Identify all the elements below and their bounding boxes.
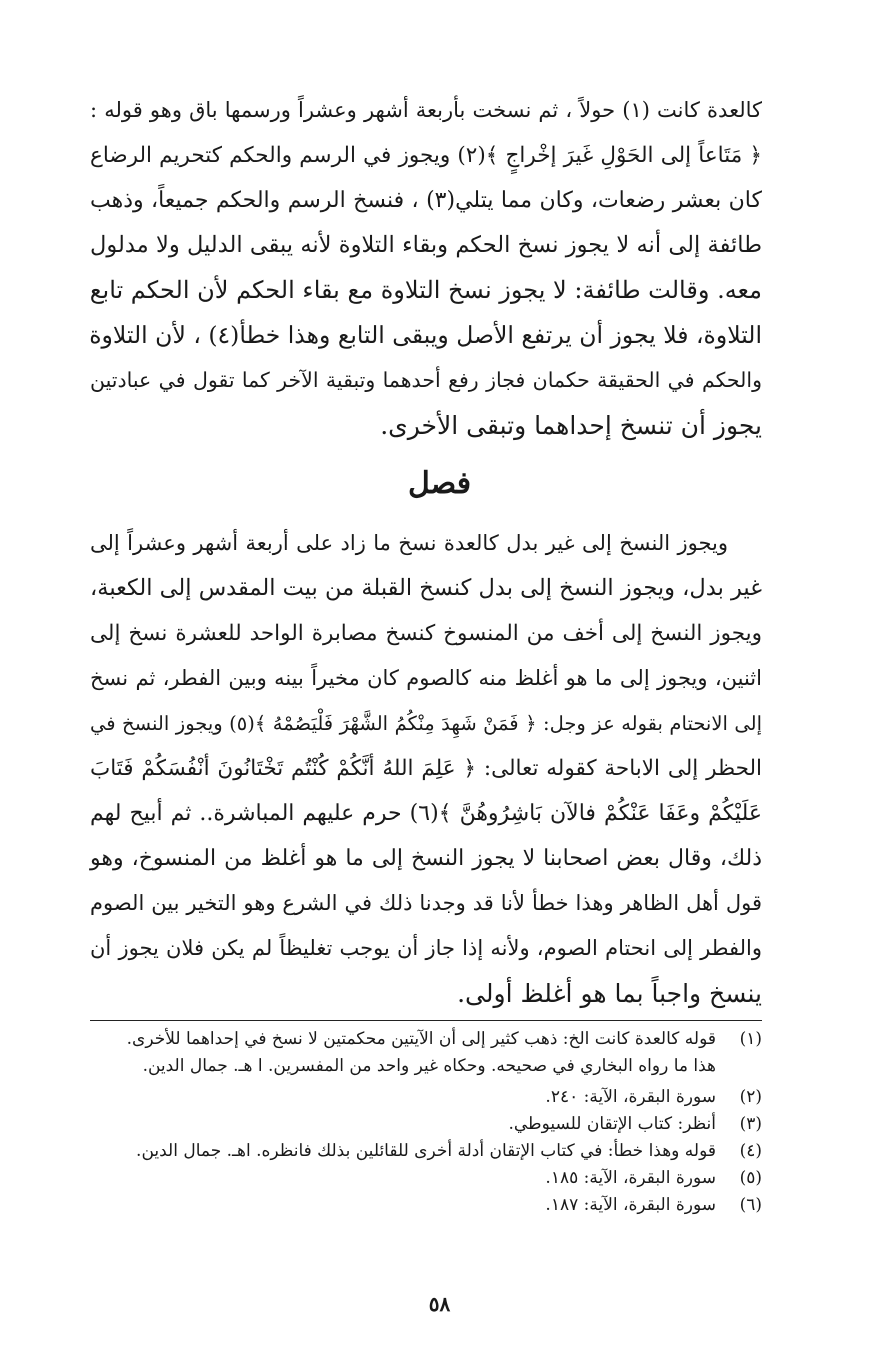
footnote-text: قوله كالعدة كانت الخ: ذهب كثير إلى أن الآيتين محكمتين لا نسخ في إحداهما للأخرى. bbox=[126, 1029, 716, 1049]
footnote-text: سورة البقرة، الآية: ٢٤٠. bbox=[545, 1087, 716, 1107]
text-line: غير بدل، ويجوز النسخ إلى بدل كنسخ القبلة من بيت المقدس إلى الكعبة، bbox=[90, 575, 762, 601]
footnote-number: (٣) bbox=[739, 1114, 762, 1134]
text-line: الحظر إلى الاباحة كقوله تعالى: ﴿ عَلِمَ اللهُ أنَّكُمْ كُنْتُم تَخْتَانُونَ أنْفُسَكُمْ فَتَابَ bbox=[90, 756, 762, 781]
footnote bbox=[90, 1111, 762, 1138]
footnote-text: قوله وهذا خطأ: في كتاب الإتقان أدلة أخرى للقائلين بذلك فانظره. اهـ. جمال الدين. bbox=[136, 1141, 716, 1161]
text-line: ينسخ واجباً بما هو أغلظ أولى. bbox=[457, 979, 762, 1008]
text-line: والفطر إلى انحتام الصوم، ولأنه إذا جاز أن يوجب تغليظاً لم يكن فلان يجوز أن bbox=[90, 936, 762, 960]
footnote-number: (٥) bbox=[739, 1168, 762, 1188]
footnote bbox=[90, 1192, 762, 1219]
footnote bbox=[90, 1138, 762, 1165]
footnote bbox=[90, 1165, 762, 1192]
text-line: ويجوز النسخ إلى أخف من المنسوخ كنسخ مصابرة الواحد للعشرة نسخ إلى bbox=[90, 621, 762, 646]
footnote-text: أنظر: كتاب الإتقان للسيوطي. bbox=[508, 1114, 716, 1134]
text-line: قول أهل الظاهر وهذا خطأ لأنا قد وجدنا ذلك في الشرع وهو التخير بين الصوم bbox=[90, 891, 762, 915]
text-line: معه. وقالت طائفة: لا يجوز نسخ التلاوة مع بقاء الحكم لأن الحكم تابع bbox=[89, 276, 762, 304]
footnote-number: (٦) bbox=[739, 1195, 762, 1215]
footnote-text: سورة البقرة، الآية: ١٨٥. bbox=[545, 1168, 716, 1188]
footnote-number: (٤) bbox=[739, 1141, 762, 1161]
footnote bbox=[90, 1084, 762, 1111]
section-heading: فصل bbox=[407, 466, 472, 501]
footnote-number: (١) bbox=[739, 1029, 762, 1049]
text-line: إلى الانحتام بقوله عز وجل: ﴿ فَمَنْ شَهِدَ مِنْكُمُ الشَّهْرَ فَلْيَصُمْهُ ﴾(٥) ويجوز النسخ في bbox=[90, 712, 762, 735]
text-line: التلاوة، فلا يجوز أن يرتفع الأصل ويبقى التابع وهذا خطأ(٤) ، لأن التلاوة bbox=[89, 321, 762, 349]
footnote bbox=[90, 1026, 762, 1053]
footnote-text: سورة البقرة، الآية: ١٨٧. bbox=[545, 1195, 716, 1215]
text-line: يجوز أن تنسخ إحداهما وتبقى الأخرى. bbox=[380, 411, 762, 440]
footnotes bbox=[90, 1026, 762, 1219]
text-line: ﴿ مَتَاعاً إلى الحَوْلِ غَيرَ إخْراجٍ ﴾(٢) ويجوز في الرسم والحكم كتحريم الرضاع bbox=[90, 143, 762, 168]
footnote-number: (٢) bbox=[739, 1087, 762, 1107]
paragraph-2 bbox=[90, 521, 762, 1016]
text-line: ويجوز النسخ إلى غير بدل كالعدة نسخ ما زاد على أربعة أشهر وعشراً إلى bbox=[90, 531, 728, 555]
page-number: ٥٨ bbox=[428, 1292, 451, 1316]
text-line: والحكم في الحقيقة حكمان فجاز رفع أحدهما وتبقية الآخر كما تقول في عبادتين bbox=[90, 368, 762, 392]
text-line: طائفة إلى أنه لا يجوز نسخ الحكم وبقاء التلاوة لأنه يبقى الدليل ولا مدلول bbox=[90, 232, 762, 258]
footnote-divider bbox=[90, 1020, 762, 1021]
text-line: كان بعشر رضعات، وكان مما يتلي(٣) ، فنسخ الرسم والحكم جميعاً، وذهب bbox=[90, 188, 762, 213]
footnote-continuation: هذا ما رواه البخاري في صحيحه. وحكاه غير واحد من المفسرين. ا هـ. جمال الدين. bbox=[142, 1056, 716, 1076]
text-line: ذلك، وقال بعض اصحابنا لا يجوز النسخ إلى ما هو أغلظ من المنسوخ، وهو bbox=[90, 846, 762, 871]
paragraph-1 bbox=[90, 88, 762, 448]
text-line: عَلَيْكُمْ وعَفَا عَنْكُمْ فالآن بَاشِرُوهُنَّ ﴾(٦) حرم عليهم المباشرة.. ثم أبيح لهم bbox=[90, 801, 762, 826]
text-line: اثنين، ويجوز إلى ما هو أغلظ منه كالصوم كان مخيراً بينه وبين الفطر، ثم نسخ bbox=[90, 666, 762, 690]
text-line: كالعدة كانت (١) حولاً ، ثم نسخت بأربعة أشهر وعشراً ورسمها باق وهو قوله : bbox=[90, 98, 762, 122]
